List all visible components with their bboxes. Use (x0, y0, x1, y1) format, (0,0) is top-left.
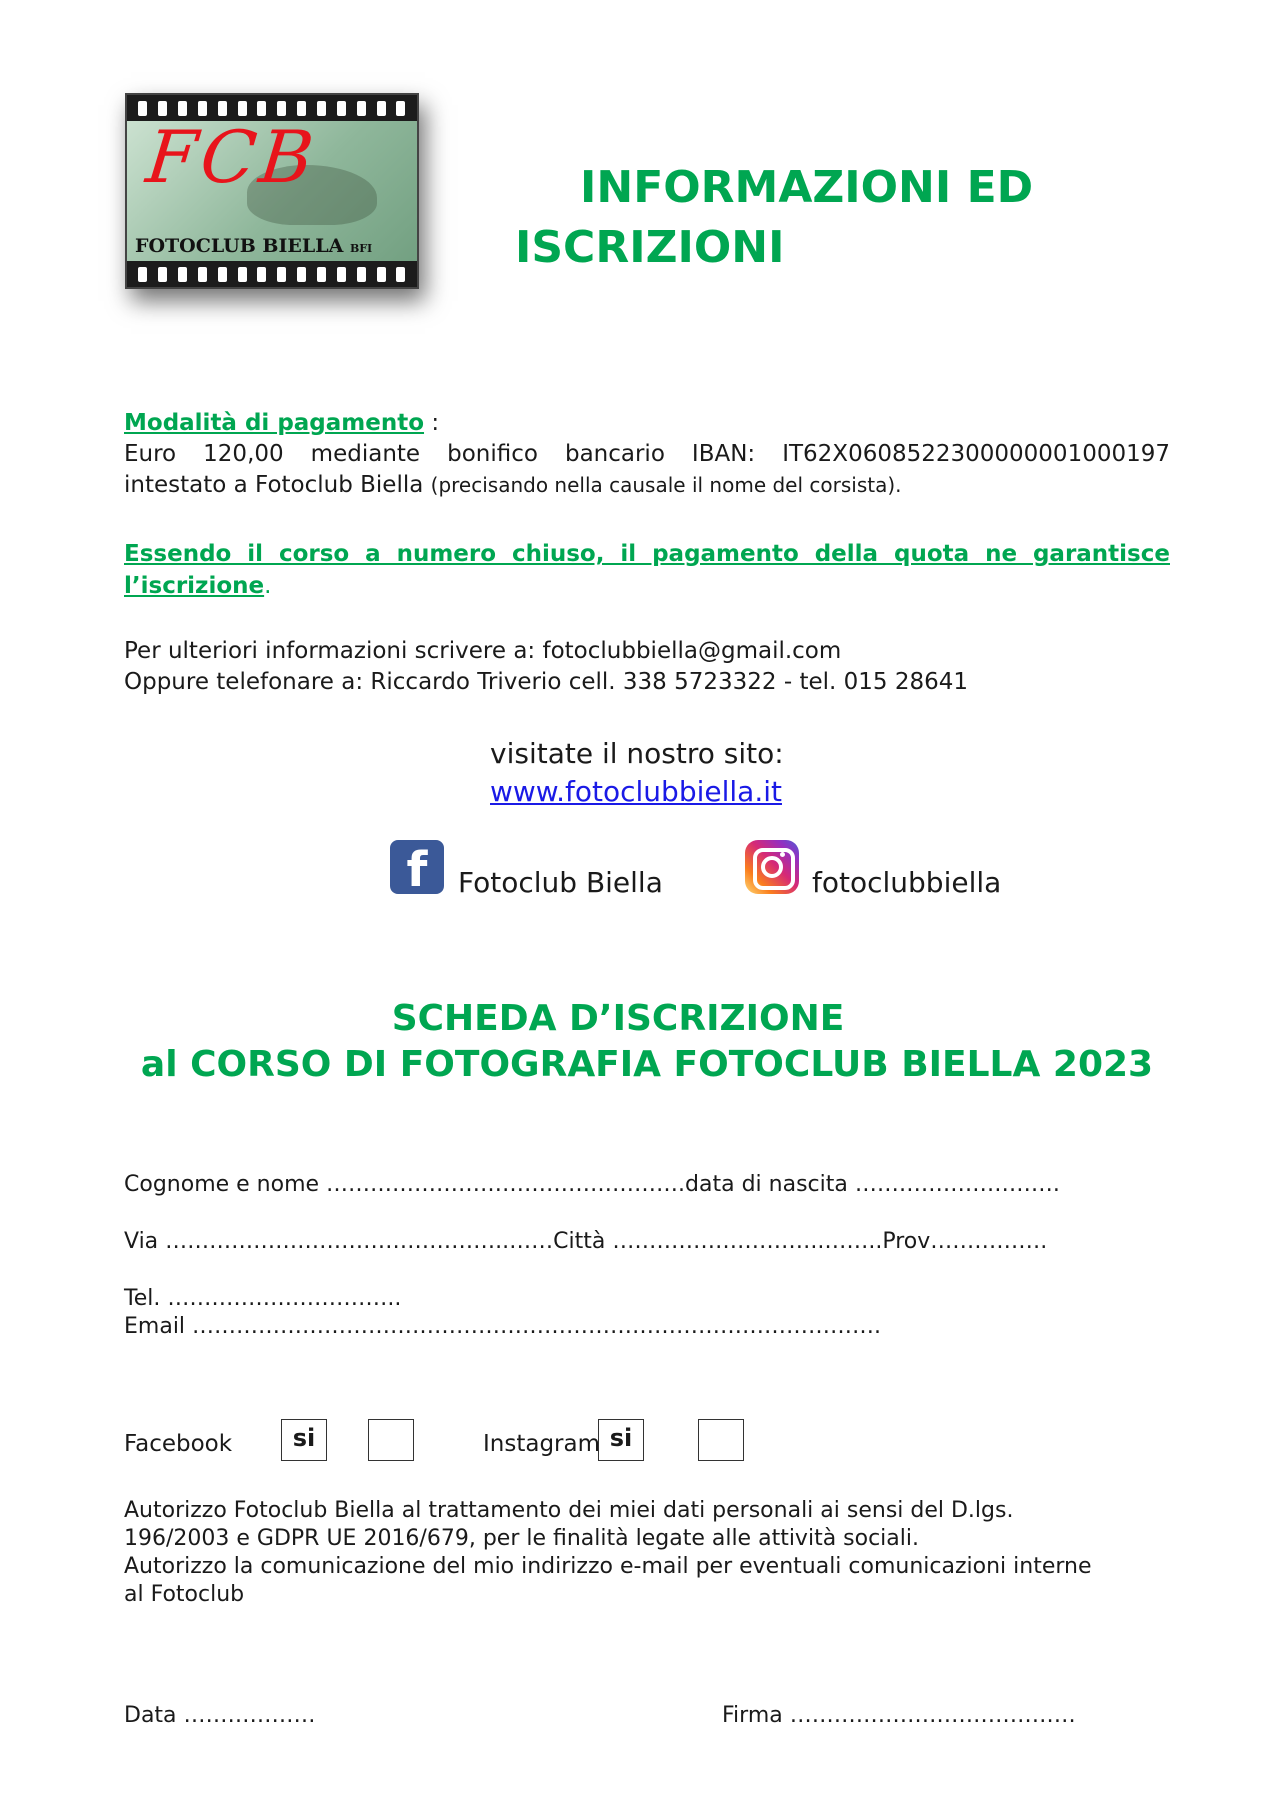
consent-line3: Autorizzo la comunicazione del mio indirizzo e-mail per eventuali comunicazioni interne (124, 1554, 1092, 1579)
page-title-line2: ISCRIZIONI (515, 222, 785, 273)
payment-line2: intestato a Fotoclub Biella (124, 472, 431, 498)
instagram-yes-box[interactable]: si (598, 1419, 644, 1461)
form-title-line2: al CORSO DI FOTOGRAFIA FOTOCLUB BIELLA 2023 (140, 1044, 1154, 1085)
instagram-page-label: fotoclubbiella (812, 866, 1002, 899)
instagram-checkbox[interactable] (698, 1419, 744, 1461)
phone-field[interactable]: Tel. ………………………….. (124, 1286, 402, 1311)
address-field[interactable]: Via ………………………………………..……Città ………………………..……..Prov……………. (124, 1229, 1048, 1254)
website-block (490, 735, 784, 811)
facebook-icon[interactable]: f (390, 840, 444, 894)
facebook-checkbox[interactable] (368, 1419, 414, 1461)
contact-email-line: Per ulteriori informazioni scrivere a: fotoclubbiella@gmail.com (124, 638, 842, 664)
notice-line2-suffix: . (264, 573, 272, 599)
instagram-icon[interactable] (745, 840, 799, 894)
signature-field[interactable]: Firma ………………………………… (722, 1703, 1076, 1728)
page-title-line1: INFORMAZIONI ED (580, 162, 1034, 213)
website-link[interactable]: www.fotoclubbiella.it (490, 775, 782, 808)
email-field[interactable]: Email …………………………………………………………………………………. (124, 1314, 882, 1339)
logo-text: FCB (142, 115, 322, 199)
film-strip-bottom (127, 261, 417, 287)
facebook-page-label: Fotoclub Biella (458, 866, 663, 899)
payment-heading: Modalità di pagamento (124, 410, 425, 436)
contact-phone-line: Oppure telefonare a: Riccardo Triverio cell. 338 5723322 - tel. 015 28641 (124, 669, 969, 695)
fotoclub-logo (125, 93, 419, 289)
consent-line4: al Fotoclub (124, 1582, 245, 1607)
date-field[interactable]: Data ……………… (124, 1703, 316, 1728)
payment-note: (precisando nella causale il nome del corsista). (430, 473, 902, 497)
facebook-pref-label: Facebook (124, 1431, 233, 1457)
closed-course-notice (124, 538, 1170, 602)
payment-heading-suffix: : (424, 410, 440, 436)
facebook-yes-box[interactable]: si (281, 1419, 327, 1461)
consent-line2: 196/2003 e GDPR UE 2016/679, per le finalità legate alle attività sociali. (124, 1526, 919, 1551)
payment-line1: Euro 120,00 mediante bonifico bancario IBAN: IT62X0608522300000001000197 (124, 441, 1170, 467)
instagram-pref-label: Instagram (483, 1431, 601, 1457)
contact-info (124, 636, 968, 698)
notice-line1: Essendo il corso a numero chiuso, il pagamento della quota ne garantisce (124, 541, 1170, 567)
payment-section (124, 408, 1170, 501)
form-title-line1: SCHEDA D’ISCRIZIONE (391, 998, 845, 1039)
logo-subtitle: FOTOCLUB BIELLA BFI (135, 235, 373, 257)
consent-line1: Autorizzo Fotoclub Biella al trattamento dei miei dati personali ai sensi del D.lgs. (124, 1498, 1014, 1523)
consent-text (124, 1497, 1184, 1609)
visit-label: visitate il nostro sito: (490, 737, 784, 770)
notice-line2: l’iscrizione (124, 573, 265, 599)
name-birthdate-field[interactable]: Cognome e nome ………………………………………….data di nascita ………………………. (124, 1172, 1060, 1197)
